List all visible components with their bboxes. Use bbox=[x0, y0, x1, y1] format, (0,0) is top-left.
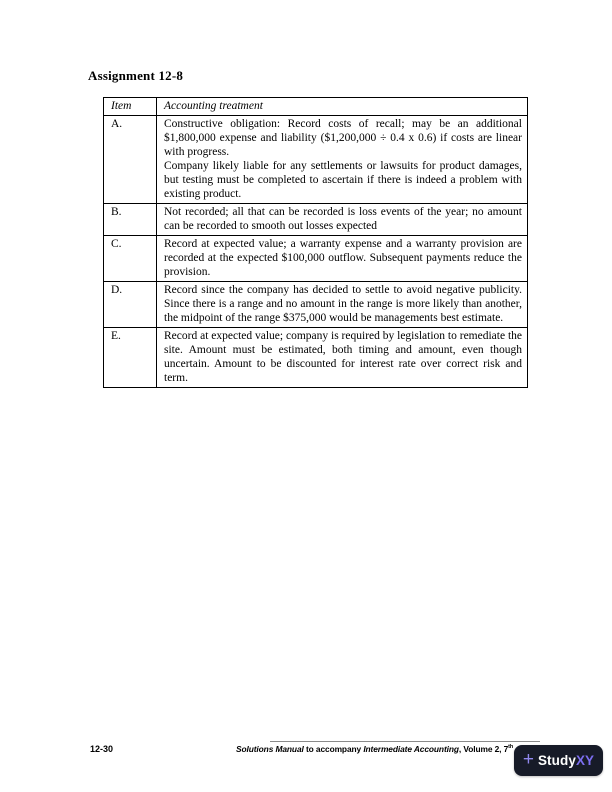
item-label: C. bbox=[104, 236, 157, 282]
footer-divider bbox=[270, 741, 540, 742]
studyxy-wordmark bbox=[538, 753, 594, 768]
treatment-paragraph: Record at expected value; company is required by legislation to remediate the site. Amount must be estimated, both timing and amount, even though uncertain. Amount to be discounted for interest rate over correct risk and term. bbox=[164, 330, 522, 384]
table-row-c bbox=[104, 236, 528, 282]
plus-icon: + bbox=[522, 749, 534, 770]
treatment-text bbox=[157, 282, 528, 328]
treatment-text bbox=[157, 236, 528, 282]
studyxy-logo bbox=[514, 745, 603, 776]
item-label: A. bbox=[104, 116, 157, 204]
item-label: B. bbox=[104, 204, 157, 236]
item-column-header: Item bbox=[104, 98, 157, 116]
table-row-a bbox=[104, 116, 528, 204]
citation-book-title: Intermediate Accounting bbox=[363, 744, 459, 754]
citation-text: , Volume 2, 7 bbox=[458, 744, 509, 754]
accounting-treatment-table bbox=[103, 97, 528, 388]
treatment-paragraph: Record since the company has decided to settle to avoid negative publicity. Since there is a range and no amount in the range is more likely than another, the midpoint of the range $375,000 would be managements best estimate. bbox=[164, 284, 522, 324]
table-row-b bbox=[104, 204, 528, 236]
treatment-text bbox=[157, 328, 528, 388]
table-header-row bbox=[104, 98, 528, 116]
ordinal-suffix: th bbox=[508, 744, 514, 751]
treatment-paragraph: Record at expected value; a warranty expense and a warranty provision are recorded at the expected $100,000 outflow. Subsequent payments reduce the provision. bbox=[164, 238, 522, 278]
item-label: D. bbox=[104, 282, 157, 328]
table-row-d bbox=[104, 282, 528, 328]
assignment-title: Assignment 12-8 bbox=[88, 68, 184, 83]
wordmark-study: Study bbox=[537, 753, 576, 768]
treatment-paragraph: Company likely liable for any settlements or lawsuits for product damages, but testing must be completed to ascertain if there is indeed a problem with existing product. bbox=[164, 160, 522, 200]
citation-title: Solutions Manual bbox=[236, 744, 304, 754]
treatment-column-header: Accounting treatment bbox=[157, 98, 528, 116]
item-label: E. bbox=[104, 328, 157, 388]
page-number: 12-30 bbox=[90, 744, 114, 754]
table-row-e bbox=[104, 328, 528, 388]
citation-text: to accompany bbox=[303, 744, 364, 754]
treatment-text bbox=[157, 116, 528, 204]
treatment-paragraph: Not recorded; all that can be recorded is loss events of the year; no amount can be recorded to smooth out losses expected bbox=[164, 206, 522, 232]
treatment-paragraph: Constructive obligation: Record costs of recall; may be an additional $1,800,000 expense and liability ($1,200,000 ÷ 0.4 x 0.6) if costs are linear with progress. bbox=[164, 118, 522, 158]
treatment-text bbox=[157, 204, 528, 236]
wordmark-xy: XY bbox=[575, 753, 595, 768]
